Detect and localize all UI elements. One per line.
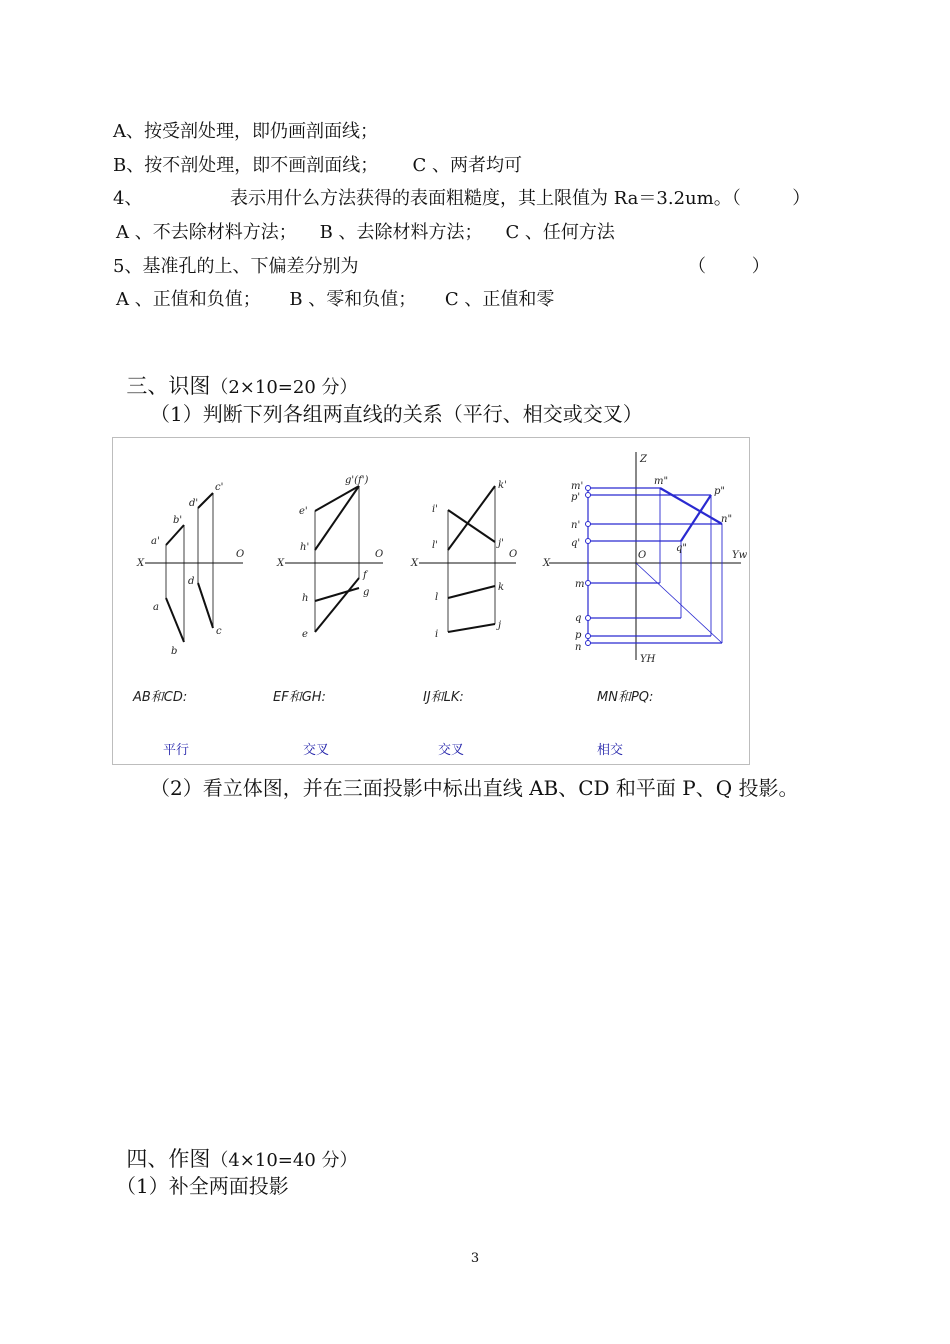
label-m: m bbox=[575, 579, 585, 590]
label-a: a bbox=[153, 602, 159, 613]
label-g: g bbox=[363, 587, 370, 598]
question-3-prompt: （1）补全两面投影 bbox=[116, 1174, 289, 1198]
label-h: h bbox=[302, 593, 309, 604]
section-3-heading bbox=[113, 346, 358, 400]
section-4-title: 四、作图 bbox=[126, 1147, 211, 1171]
label-p-dprime: p" bbox=[714, 486, 726, 497]
label-m-dprime: m" bbox=[654, 476, 669, 487]
label-n-prime: n' bbox=[571, 520, 581, 531]
question-2-prompt: （2）看立体图，并在三面投影中标出直线 AB、CD 和平面 P、Q 投影。 bbox=[150, 776, 799, 800]
label-o-4: O bbox=[638, 550, 647, 561]
label-a-prime: a' bbox=[151, 536, 160, 547]
label-p: p bbox=[575, 630, 582, 641]
label-d: d bbox=[188, 576, 195, 587]
label-c-prime: c' bbox=[215, 482, 224, 493]
label-j-prime: j' bbox=[498, 538, 504, 549]
caption-ef-gh: EF和GH: bbox=[273, 690, 326, 705]
label-i: i bbox=[435, 629, 439, 640]
caption-ab-cd: AB和CD: bbox=[133, 690, 188, 705]
caption-ij-lk: IJ和LK: bbox=[423, 690, 464, 705]
label-q-dprime: q" bbox=[676, 543, 688, 554]
question-5-text: 5、基准孔的上、下偏差分别为 bbox=[113, 256, 359, 277]
label-d-prime: d' bbox=[189, 498, 199, 509]
label-g-f-prime: g'(f') bbox=[345, 475, 369, 486]
label-n: n bbox=[575, 642, 582, 653]
answer-ef-gh: 交叉 bbox=[303, 743, 330, 758]
option-line-4: A 、不去除材料方法； B 、去除材料方法； C 、任何方法 bbox=[116, 222, 615, 243]
label-x-1: X bbox=[137, 558, 145, 569]
label-j: j bbox=[498, 620, 502, 631]
label-i-prime: i' bbox=[432, 504, 438, 515]
label-x-2: X bbox=[277, 558, 285, 569]
question-4-text: 表示用什么方法获得的表面粗糙度，其上限值为 Ra＝3.2um。（ ） bbox=[230, 188, 811, 209]
caption-mn-pq: MN和PQ: bbox=[597, 690, 654, 705]
label-q: q bbox=[575, 613, 582, 624]
label-k-prime: k' bbox=[498, 480, 507, 491]
label-l: l bbox=[435, 592, 439, 603]
option-line-6: A 、正值和负值； B 、零和负值； C 、正值和零 bbox=[116, 289, 555, 310]
answer-mn-pq: 相交 bbox=[597, 743, 624, 758]
label-p-prime: p' bbox=[571, 492, 581, 503]
question-5-answer-paren: （ ） bbox=[688, 256, 770, 277]
label-o-2: O bbox=[375, 549, 384, 560]
label-yh: YH bbox=[640, 654, 656, 665]
label-x-3: X bbox=[411, 558, 419, 569]
label-l-prime: l' bbox=[432, 540, 438, 551]
label-n-dprime: n" bbox=[721, 514, 733, 525]
label-b-prime: b' bbox=[173, 515, 183, 526]
projection-figure bbox=[112, 437, 750, 765]
label-q-prime: q' bbox=[571, 538, 581, 549]
section-4-score: （4×10=40 分） bbox=[210, 1150, 358, 1171]
section-3-score: （2×10=20 分） bbox=[210, 377, 358, 398]
option-line-1: A、按受剖处理，即仍画剖面线； bbox=[113, 121, 378, 142]
label-f: f bbox=[363, 570, 367, 581]
label-b: b bbox=[171, 646, 178, 657]
option-line-2: B、按不剖处理，即不画剖面线； C 、两者均可 bbox=[113, 155, 523, 176]
label-yw: Yw bbox=[732, 550, 748, 561]
answer-ij-lk: 交叉 bbox=[438, 743, 465, 758]
question-4-number: 4、 bbox=[113, 188, 143, 209]
label-c: c bbox=[216, 626, 222, 637]
label-z: Z bbox=[640, 454, 647, 465]
answer-ab-cd: 平行 bbox=[163, 743, 190, 758]
page-number: 3 bbox=[470, 1251, 480, 1266]
question-1-prompt: （1）判断下列各组两直线的关系（平行、相交或交叉） bbox=[150, 402, 643, 426]
label-m-prime: m' bbox=[571, 481, 584, 492]
label-h-prime: h' bbox=[300, 542, 310, 553]
label-e-prime: e' bbox=[299, 506, 308, 517]
label-o-1: O bbox=[236, 549, 245, 560]
group-ab-cd bbox=[145, 493, 243, 642]
label-o-3: O bbox=[509, 549, 518, 560]
section-3-title: 三、识图 bbox=[126, 374, 211, 398]
section-4-heading bbox=[113, 1119, 358, 1173]
label-e: e bbox=[302, 629, 308, 640]
label-k: k bbox=[498, 582, 505, 593]
label-x-4: X bbox=[543, 558, 551, 569]
